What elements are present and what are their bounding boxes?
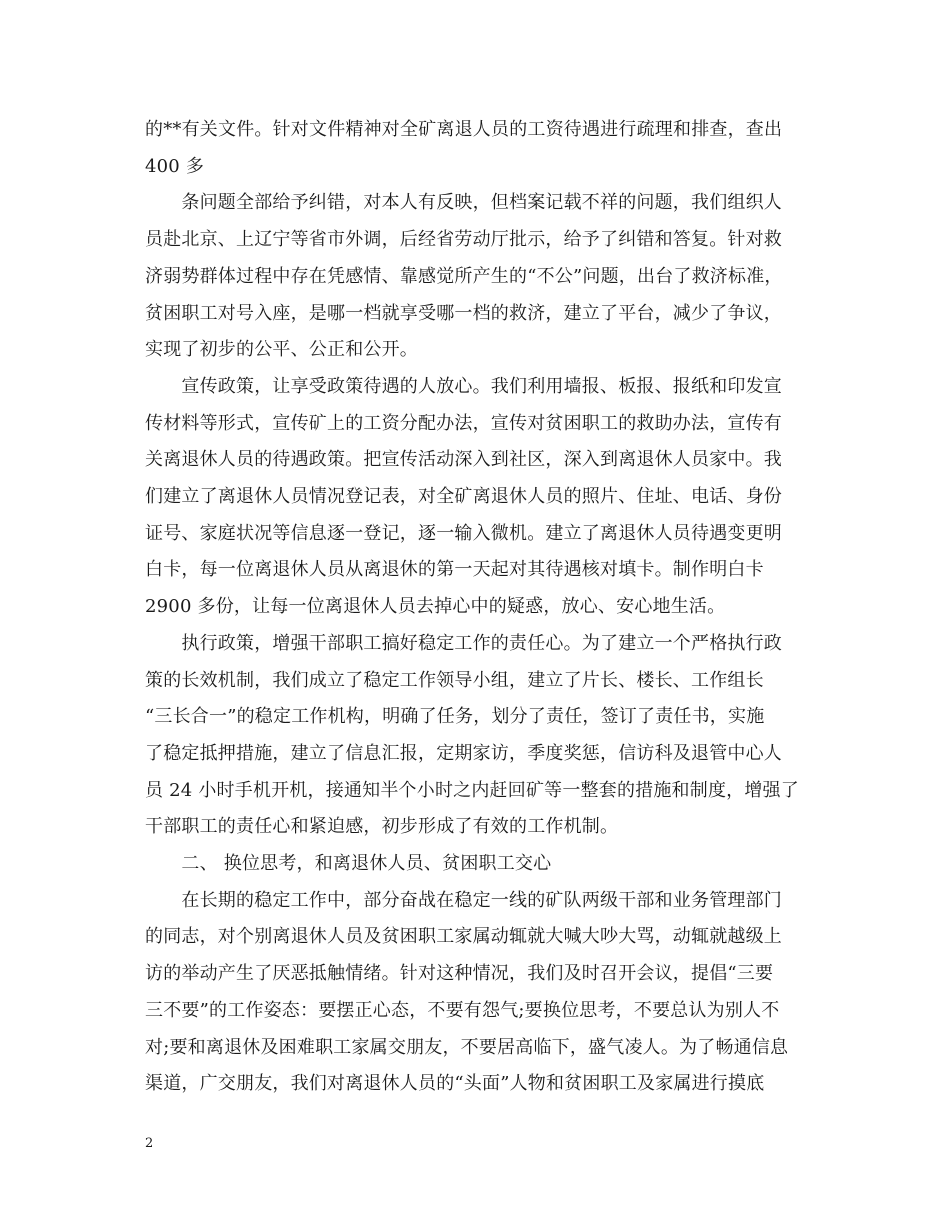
text-line: 执行政策，增强干部职工搞好稳定工作的责任心。为了建立一个严格执行政 — [145, 633, 782, 654]
text-line: 员 24 小时手机开机，接通知半个小时之内赶回矿等一整套的措施和制度，增强了 — [145, 780, 799, 801]
text-line: 了稳定抵押措施，建立了信息汇报，定期家访，季度奖惩，信访科及退管中心人 — [145, 743, 782, 764]
text-line: 访的举动产生了厌恶抵触情绪。针对这种情况，我们及时召开会议，提倡“三要 — [145, 963, 774, 984]
text-line: 证号、家庭状况等信息逐一登记，逐一输入微机。建立了离退休人员待遇变更明 — [145, 523, 782, 544]
text-line: 们建立了离退休人员情况登记表，对全矿离退休人员的照片、住址、电话、身份 — [145, 486, 782, 507]
text-line: 三不要”的工作姿态：要摆正心态，不要有怨气;要换位思考，不要总认为别人不 — [145, 1000, 780, 1021]
text-line: 对;要和离退休及困难职工家属交朋友，不要居高临下，盛气凌人。为了畅通信息 — [145, 1037, 789, 1058]
text-line: 2900 多份，让每一位离退休人员去掉心中的疑惑，放心、安心地生活。 — [145, 596, 726, 617]
text-line: 传材料等形式，宣传矿上的工资分配办法，宣传对贫困职工的救助办法，宣传有 — [145, 413, 782, 434]
text-line: 在长期的稳定工作中，部分奋战在稳定一线的矿队两级干部和业务管理部门 — [145, 890, 782, 911]
text-line: 宣传政策，让享受政策待遇的人放心。我们利用墙报、板报、报纸和印发宣 — [145, 376, 782, 397]
text-line: 白卡，每一位离退休人员从离退休的第一天起对其待遇核对填卡。制作明白卡 — [145, 559, 764, 580]
text-line: 的同志，对个别离退休人员及贫困职工家属动辄就大喊大吵大骂，动辄就越级上 — [145, 926, 782, 947]
text-line: 济弱势群体过程中存在凭感情、靠感觉所产生的“不公”问题，出台了救济标准， — [145, 266, 783, 287]
text-line: 二、 换位思考，和离退休人员、贫困职工交心 — [145, 853, 552, 874]
text-line: 策的长效机制，我们成立了稳定工作领导小组，建立了片长、楼长、工作组长 — [145, 670, 764, 691]
text-line: 员赴北京、上辽宁等省市外调，后经省劳动厅批示，给予了纠错和答复。针对救 — [145, 229, 782, 250]
text-line: 贫困职工对号入座，是哪一档就享受哪一档的救济，建立了平台，减少了争议， — [145, 303, 782, 324]
text-line: “三长合一”的稳定工作机构，明确了任务，划分了责任，签订了责任书，实施 — [145, 706, 765, 727]
text-line: 实现了初步的公平、公正和公开。 — [145, 339, 418, 360]
text-line: 关离退休人员的待遇政策。把宣传活动深入到社区，深入到离退休人员家中。我 — [145, 449, 782, 470]
text-line: 渠道，广交朋友，我们对离退休人员的“头面”人物和贫困职工及家属进行摸底 — [145, 1073, 765, 1094]
text-line: 400 多 — [145, 156, 205, 177]
page-number: 2 — [145, 1136, 154, 1151]
text-line: 的**有关文件。针对文件精神对全矿离退人员的工资待遇进行疏理和排查，查出 — [145, 119, 783, 140]
text-line: 干部职工的责任心和紧迫感，初步形成了有效的工作机制。 — [145, 816, 619, 837]
text-line: 条问题全部给予纠错，对本人有反映，但档案记载不祥的问题，我们组织人 — [145, 192, 782, 213]
